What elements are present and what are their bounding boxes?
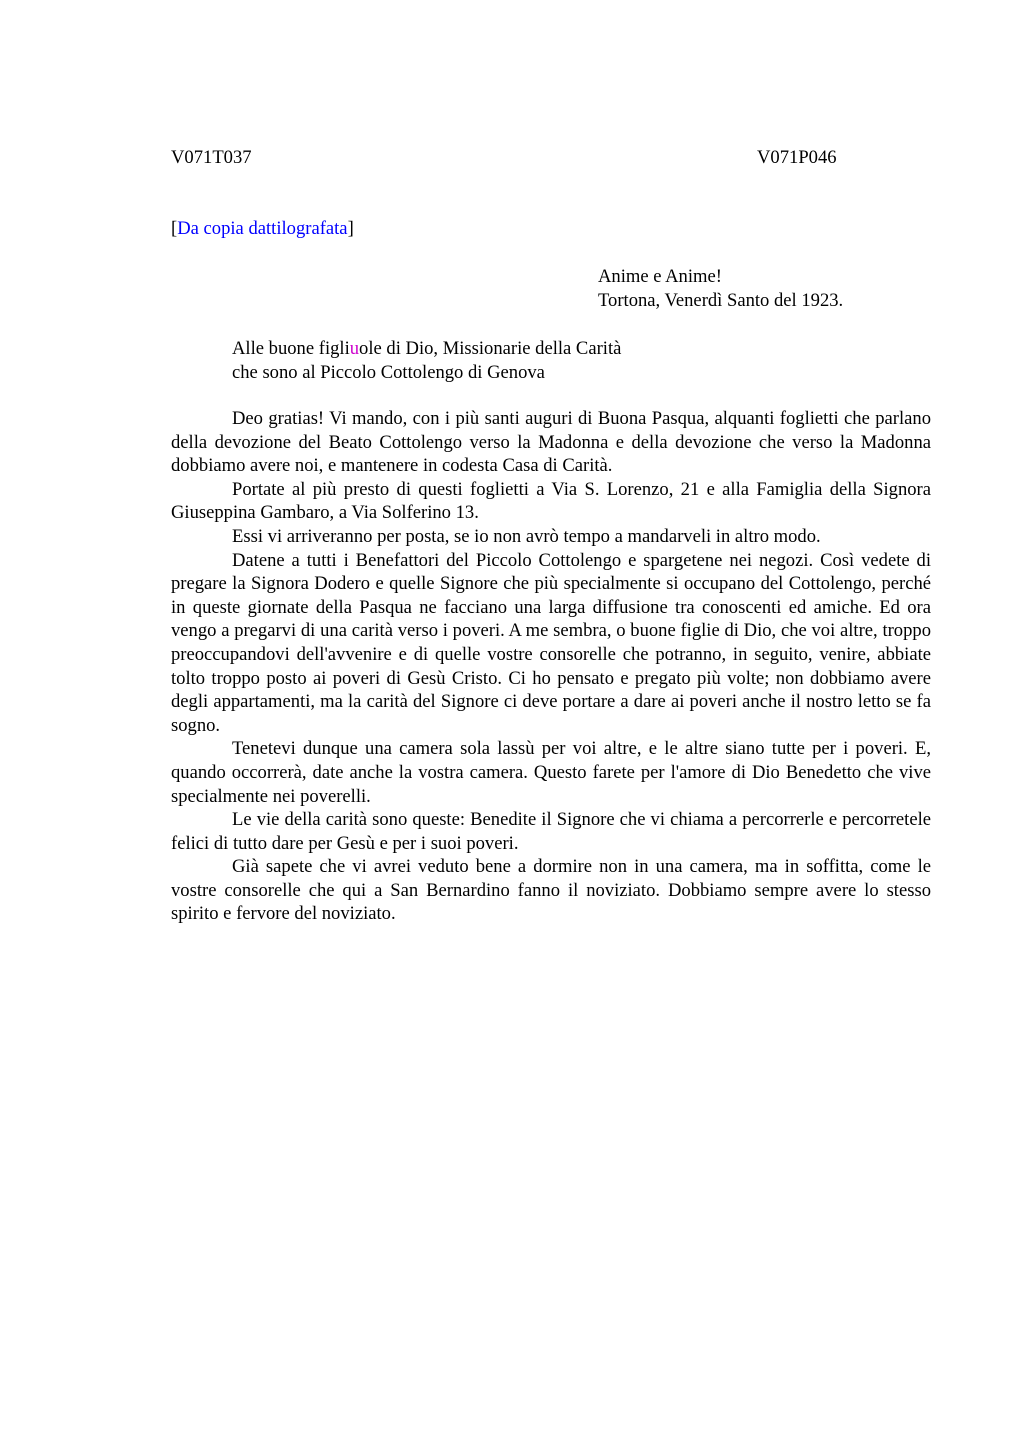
source-note bbox=[171, 217, 354, 241]
paragraph: Datene a tutti i Benefattori del Piccolo Cottolengo e spargetene nei negozi. Così vedete di pregare la Signora Dodero e quelle Signore che più specialmente si occupano del Cottolengo, perché in queste giornate della Pasqua ne facciano una larga diffusione tra conoscenti ed amiche. Ed ora vengo a pregarvi di una carità verso i poveri. A me sembra, o buone figlie di Dio, che voi altre, troppo preoccupandovi dell'avvenire e di quelle vostre consorelle che potranno, in seguito, venire, abbiate tolto troppo posto ai poveri di Gesù Cristo. Ci ho pensato e pregato più volte; non dobbiamo avere degli appartamenti, ma la carità del Signore ci deve portare a dare ai poveri anche il nostro letto se fa sogno. bbox=[171, 549, 931, 736]
addressee-line-1 bbox=[232, 337, 621, 361]
highlighted-letter: u bbox=[349, 338, 360, 359]
paragraph: Deo gratias! Vi mando, con i più santi auguri di Buona Pasqua, alquanti foglietti che parlano della devozione del Beato Cottolengo verso la Madonna e della devozione che verso la Madonna dobbiamo avere noi, e mantenere in codesta Casa di Carità. bbox=[171, 408, 931, 477]
source-text: Da copia dattilografata bbox=[177, 218, 348, 239]
paragraph: Tenetevi dunque una camera sola lassù per voi altre, e le altre siano tutte per i poveri. E, quando occorrerà, date anche la vostra camera. Questo farete per l'amore di Dio Benedetto che vive specialmente nei poverelli. bbox=[171, 738, 931, 807]
paragraph: Le vie della carità sono queste: Benedite il Signore che vi chiama a percorrerle e percorretele felici di tutto dare per Gesù e per i suoi poveri. bbox=[171, 809, 931, 854]
addressee-block bbox=[232, 337, 621, 384]
paragraph: Già sapete che vi avrei veduto bene a dormire non in una camera, ma in soffitta, come le vostre consorelle che qui a San Bernardino fanno il noviziato. Dobbiamo sempre avere lo stesso spirito e fervore del noviziato. bbox=[171, 856, 931, 925]
document-code-right: V071P046 bbox=[757, 147, 837, 168]
salutation-line: Anime e Anime! bbox=[598, 266, 722, 287]
addressee-line-1-start: Alle buone figli bbox=[232, 338, 350, 359]
addressee-line-2: che sono al Piccolo Cottolengo di Genova bbox=[232, 361, 545, 383]
paragraph: Portate al più presto di questi foglietti a Via S. Lorenzo, 21 e alla Famiglia della Signora Giuseppina Gambaro, a Via Solferino 13. bbox=[171, 478, 931, 524]
document-code-left: V071T037 bbox=[171, 147, 252, 168]
place-date-line: Tortona, Venerdì Santo del 1923. bbox=[598, 289, 844, 311]
paragraph: Essi vi arriveranno per posta, se io non avrò tempo a mandarveli in altro modo. bbox=[232, 525, 821, 547]
place-date-block bbox=[598, 265, 843, 312]
source-open-bracket: [ bbox=[171, 218, 178, 239]
addressee-line-1-end: ole di Dio, Missionarie della Carità bbox=[359, 338, 622, 359]
letter-body bbox=[171, 407, 931, 926]
source-close-bracket: ] bbox=[347, 218, 354, 239]
